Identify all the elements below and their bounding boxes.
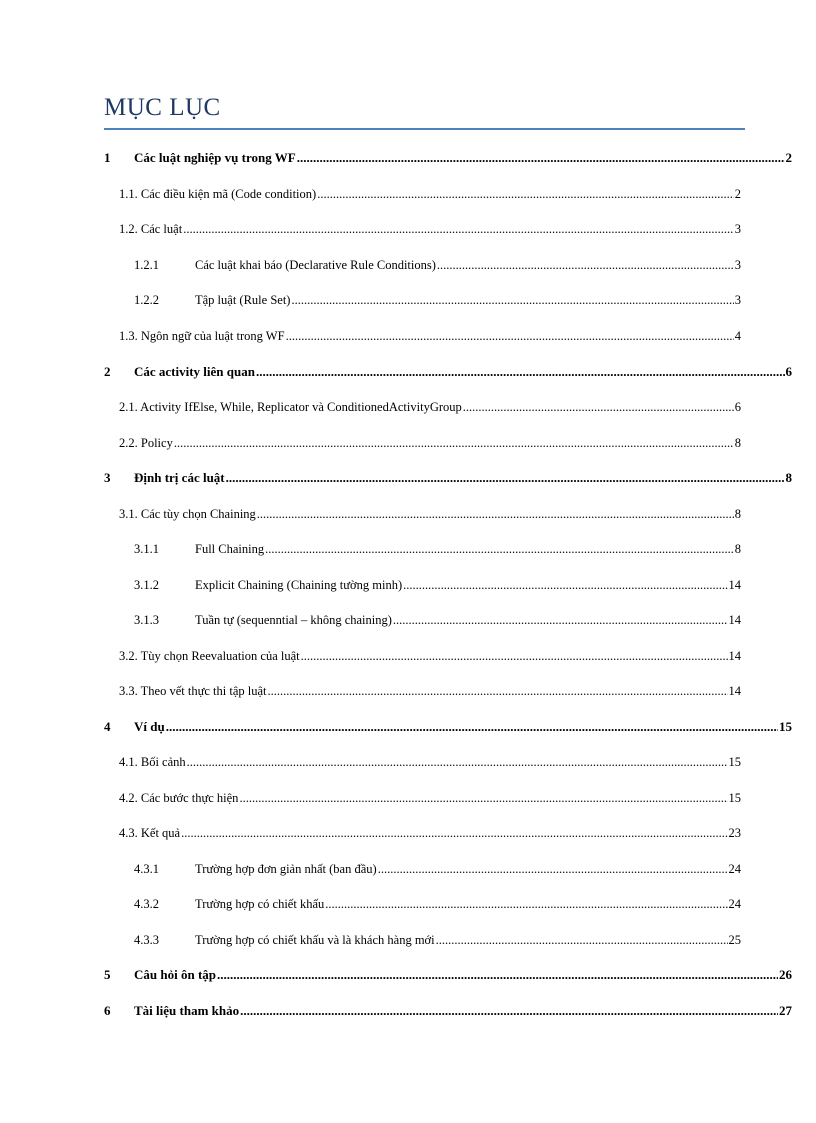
toc-entry-number: 3.1.1 [134, 542, 159, 556]
toc-entry[interactable] [119, 681, 741, 699]
toc-entry-text: 1.3. Ngôn ngữ của luật trong WF [119, 329, 285, 343]
toc-entry-text: Trường hợp có chiết khấu [195, 897, 325, 911]
toc-entry-page: 24 [728, 897, 741, 911]
toc-entry-page: 14 [728, 684, 741, 698]
toc-entry-page: 14 [728, 613, 741, 627]
toc-entry-page: 8 [734, 542, 741, 556]
dot-leader [436, 932, 728, 948]
toc-entry[interactable] [119, 504, 741, 522]
toc-entry-text: Tập luật (Rule Set) [195, 293, 291, 307]
toc-entry-number: 1.2.1 [134, 258, 159, 272]
toc-entry-text: Các luật nghiệp vụ trong WF [134, 150, 296, 165]
dot-leader [240, 1003, 778, 1019]
toc-entry[interactable] [134, 539, 741, 557]
toc-entry-number: 4.3.2 [134, 897, 159, 911]
toc-entry-text: Explicit Chaining (Chaining tường minh) [195, 578, 403, 592]
dot-leader [183, 221, 734, 237]
toc-entry[interactable] [119, 326, 741, 344]
title-underline [104, 128, 745, 130]
toc-entry-page: 24 [728, 862, 741, 876]
toc-entry-number: 3.1.3 [134, 613, 159, 627]
toc-entry[interactable] [104, 1001, 792, 1019]
dot-leader [301, 648, 728, 664]
dot-leader [317, 186, 734, 202]
dot-leader [187, 754, 728, 770]
toc-entry-text: 4.2. Các bước thực hiện [119, 791, 239, 805]
toc-entry-number: 2 [104, 364, 111, 379]
toc-entry[interactable] [104, 468, 792, 486]
toc-entry-text: 4.1. Bối cảnh [119, 755, 186, 769]
toc-entry[interactable] [119, 788, 741, 806]
toc-entry[interactable] [119, 823, 741, 841]
toc-entry-text: 2.1. Activity IfElse, While, Replicator và ConditionedActivityGroup [119, 400, 462, 414]
toc-title: MỤC LỤC [104, 94, 221, 121]
toc-entry-number: 4 [104, 719, 111, 734]
toc-entry-number: 3 [104, 470, 111, 485]
toc-entry-text: Tài liệu tham khảo [134, 1003, 240, 1018]
toc-entry-page: 8 [734, 507, 741, 521]
toc-entry-text: 2.2. Policy [119, 436, 173, 450]
dot-leader [297, 150, 785, 166]
dot-leader [257, 506, 734, 522]
dot-leader [166, 719, 778, 735]
toc-entry-page: 14 [728, 649, 741, 663]
toc-entry-page: 3 [734, 258, 741, 272]
toc-entry-text: 4.3. Kết quả [119, 826, 181, 840]
toc-entry-number: 4.3.1 [134, 862, 159, 876]
toc-entry-page: 3 [734, 222, 741, 236]
toc-entry-page: 26 [779, 967, 792, 982]
toc-entry[interactable] [104, 148, 792, 166]
toc-entry-page: 27 [779, 1003, 792, 1018]
toc-entry-number: 4.3.3 [134, 933, 159, 947]
toc-entry-page: 2 [785, 150, 792, 165]
toc-entry-text: Ví dụ [134, 719, 165, 734]
dot-leader [181, 825, 727, 841]
toc-entry-number: 6 [104, 1003, 111, 1018]
toc-entry-text: 1.1. Các điều kiện mã (Code condition) [119, 187, 317, 201]
toc-entry[interactable] [134, 290, 741, 308]
toc-entry[interactable] [104, 965, 792, 983]
toc-entry[interactable] [134, 255, 741, 273]
toc-entry-number: 1 [104, 150, 111, 165]
toc-entry-page: 4 [734, 329, 741, 343]
toc-entry-page: 15 [728, 755, 741, 769]
toc-entry-text: Trường hợp đơn giản nhất (ban đầu) [195, 862, 377, 876]
toc-entry-number: 3.1.2 [134, 578, 159, 592]
toc-entry[interactable] [104, 717, 792, 735]
toc-entry[interactable] [119, 184, 741, 202]
toc-entry[interactable] [134, 575, 741, 593]
toc-entry-text: Các activity liên quan [134, 364, 255, 379]
toc-entry-number: 5 [104, 967, 111, 982]
toc-entry[interactable] [119, 646, 741, 664]
toc-entry-page: 8 [734, 436, 741, 450]
toc-entry-text: Định trị các luật [134, 470, 225, 485]
toc-entry-text: 3.1. Các tùy chọn Chaining [119, 507, 256, 521]
toc-entry-page: 8 [785, 470, 792, 485]
toc-entry[interactable] [119, 433, 741, 451]
toc-entry-page: 3 [734, 293, 741, 307]
toc-entry[interactable] [119, 219, 741, 237]
toc-entry-page: 15 [779, 719, 792, 734]
dot-leader [463, 399, 734, 415]
toc-entry-text: 3.2. Tùy chọn Reevaluation của luật [119, 649, 300, 663]
toc-entry-page: 23 [728, 826, 741, 840]
dot-leader [268, 683, 728, 699]
toc-entry-text: Trường hợp có chiết khấu và là khách hàng mới [195, 933, 435, 947]
toc-entry[interactable] [104, 362, 792, 380]
dot-leader [174, 435, 734, 451]
toc-entry-page: 6 [785, 364, 792, 379]
toc-entry[interactable] [134, 894, 741, 912]
dot-leader [403, 577, 727, 593]
dot-leader [291, 292, 733, 308]
toc-entry-number: 1.2.2 [134, 293, 159, 307]
dot-leader [239, 790, 727, 806]
dot-leader [393, 612, 728, 628]
toc-entry-text: 3.3. Theo vết thực thi tập luật [119, 684, 267, 698]
toc-entry-page: 14 [728, 578, 741, 592]
toc-entry[interactable] [119, 752, 741, 770]
toc-entry[interactable] [119, 397, 741, 415]
toc-entry-text: Các luật khai báo (Declarative Rule Conditions) [195, 258, 436, 272]
dot-leader [378, 861, 728, 877]
dot-leader [286, 328, 734, 344]
toc-entry-page: 6 [734, 400, 741, 414]
toc-entry[interactable] [134, 610, 741, 628]
dot-leader [217, 967, 778, 983]
toc-entry-page: 15 [728, 791, 741, 805]
dot-leader [226, 470, 785, 486]
toc-entry-text: 1.2. Các luật [119, 222, 183, 236]
dot-leader [325, 896, 727, 912]
toc-entry[interactable] [134, 859, 741, 877]
dot-leader [256, 364, 785, 380]
toc-entry-page: 25 [728, 933, 741, 947]
toc-entry-text: Câu hỏi ôn tập [134, 967, 216, 982]
toc-entry-text: Tuần tự (sequenntial – không chaining) [195, 613, 392, 627]
dot-leader [265, 541, 734, 557]
toc-entry[interactable] [134, 930, 741, 948]
toc-entry-page: 2 [734, 187, 741, 201]
dot-leader [437, 257, 734, 273]
toc-entry-text: Full Chaining [195, 542, 265, 556]
